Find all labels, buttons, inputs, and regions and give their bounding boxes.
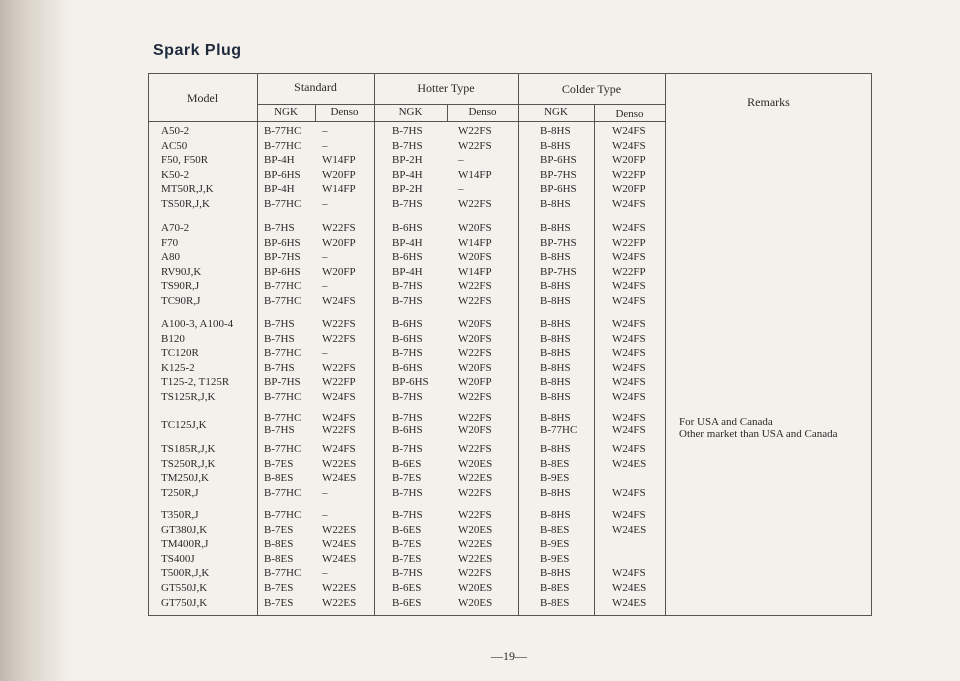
plug-cell: W24FS [612, 198, 646, 210]
plug-cell: BP-7HS [264, 251, 301, 264]
model-cell: K50-2 [161, 168, 190, 181]
model-cell: TM250J,K [161, 472, 209, 485]
plug-cell: W20ES [458, 596, 493, 609]
plug-cell: B-7ES [264, 523, 294, 536]
plug-cell: BP-4H [264, 154, 295, 167]
model-cell: TS50R,J,K [161, 198, 210, 210]
plug-cell: W24FS [612, 332, 646, 345]
plug-cell: BP-6HS [392, 376, 429, 389]
plug-cell: B-7HS [392, 125, 423, 137]
model-cell: A70-2 [161, 222, 190, 234]
plug-cell: W24FS [322, 295, 356, 307]
plug-cell: W20FS [458, 251, 492, 264]
plug-cell: B-8HS [540, 251, 571, 264]
model-cell: T500R,J,K [161, 567, 210, 580]
plug-cell: B-8HS [540, 361, 571, 374]
header-remarks: Remarks [747, 95, 790, 109]
plug-cell: – [322, 125, 328, 137]
plug-cell: W22FS [322, 332, 356, 345]
subheader-standard-ngk: NGK [274, 106, 298, 118]
model-cell: TS250R,J,K [161, 457, 216, 470]
plug-cell: – [322, 280, 328, 293]
plug-cell: B-7HS [392, 567, 423, 580]
plug-cell: W22FS [458, 125, 492, 137]
plug-cell: B-8ES [540, 523, 570, 536]
header-standard: Standard [294, 80, 337, 94]
model-cell: TC125J,K [161, 419, 207, 431]
plug-cell: B-77HC [264, 280, 302, 293]
model-cell: MT50R,J,K [161, 183, 214, 196]
remarks-text: For USA and Canada Other market than USA and Canada [679, 416, 838, 440]
plug-cell: W24FS [612, 486, 646, 499]
plug-cell: B-77HC [264, 295, 302, 307]
model-cell: TC90R,J [161, 295, 201, 307]
plug-cell: B-7HS [392, 198, 423, 210]
subheader-colder-ngk: NGK [544, 106, 568, 118]
plug-cell: B-8HS [540, 332, 571, 345]
plug-cell: – [322, 486, 328, 499]
plug-cell: W24FS [322, 391, 356, 403]
plug-cell: W22FS [322, 318, 356, 330]
plug-cell: W20FS [458, 222, 492, 234]
plug-cell: W20ES [458, 523, 493, 536]
plug-cell: W14FP [458, 168, 492, 181]
plug-cell: B-8ES [540, 582, 570, 594]
plug-cell: W24FS [612, 139, 646, 152]
plug-cell: BP-7HS [540, 265, 577, 278]
model-cell: T250R,J [161, 486, 199, 499]
plug-cell: B-6ES [392, 596, 422, 609]
plug-cell: W22ES [322, 457, 357, 470]
plug-cell: W24FS [612, 295, 646, 307]
plug-cell: W14FP [322, 154, 356, 167]
plug-cell: B-8ES [264, 538, 294, 551]
model-cell: B120 [161, 332, 185, 345]
plug-cell: W24FS [612, 347, 646, 360]
plug-cell: W20FP [322, 168, 356, 181]
plug-cell: B-7HS [392, 509, 423, 521]
plug-cell: B-7HS [264, 361, 295, 374]
model-cell: GT750J,K [161, 596, 208, 609]
model-cell: TS185R,J,K [161, 443, 216, 455]
plug-cell: W24FS [612, 509, 646, 521]
plug-cell: B-8HS [540, 567, 571, 580]
plug-cell: BP-6HS [540, 154, 577, 167]
model-cell: K125-2 [161, 361, 195, 374]
header-colder: Colder Type [561, 82, 622, 96]
plug-cell: B-7HS [392, 391, 423, 403]
plug-cell: B-8ES [264, 472, 294, 485]
book-gutter-shadow [0, 0, 70, 681]
plug-cell: B-77HC [264, 486, 302, 499]
plug-cell: B-7ES [264, 582, 294, 594]
plug-cell: B-77HC [264, 198, 302, 210]
plug-cell: B-6HS [392, 361, 423, 374]
plug-cell: B-8HS [540, 222, 571, 234]
plug-cell: W22ES [458, 538, 493, 551]
plug-cell: B-8HS [540, 443, 571, 455]
plug-cell: W24ES [322, 538, 357, 551]
plug-cell: W22FP [612, 168, 646, 181]
subheader-colder-denso: Denso [615, 108, 644, 120]
plug-cell: B-8HS [540, 486, 571, 499]
plug-cell: – [322, 198, 328, 210]
header-model: Model [186, 91, 219, 105]
plug-cell: W22FS [458, 486, 492, 499]
model-cell: TS400J [161, 552, 195, 565]
plug-cell: W24FS [612, 443, 646, 455]
plug-cell: BP-2H [392, 183, 423, 196]
model-cell: RV90J,K [161, 265, 202, 278]
plug-cell: B-6ES [392, 457, 422, 470]
plug-cell: W22FP [322, 376, 356, 389]
model-cell: T350R,J [161, 509, 199, 521]
plug-cell: B-9ES [540, 472, 570, 485]
plug-cell: W24ES [612, 457, 647, 470]
plug-cell: W22FS [458, 567, 492, 580]
plug-cell: W24ES [322, 472, 357, 485]
plug-cell: B-9ES [540, 552, 570, 565]
plug-cell: B-7ES [392, 472, 422, 485]
subheader-hotter-denso: Denso [468, 106, 497, 118]
page-number: —19— [491, 649, 527, 663]
plug-cell: B-6HS [392, 318, 423, 330]
model-cell: F70 [161, 236, 179, 249]
model-cell: TM400R,J [161, 538, 209, 551]
plug-cell: W24ES [612, 596, 647, 609]
plug-cell: BP-7HS [264, 376, 301, 389]
plug-cell: B-8HS [540, 509, 571, 521]
plug-cell: W24FS [612, 376, 646, 389]
plug-cell: W22FS [458, 443, 492, 455]
plug-cell: W20FS [458, 361, 492, 374]
plug-cell: B-7HS [264, 332, 295, 345]
plug-cell: BP-6HS [264, 236, 301, 249]
plug-cell: W22FS [458, 295, 492, 307]
plug-cell: B-7ES [264, 457, 294, 470]
plug-cell: W20FS [458, 332, 492, 345]
plug-cell: W14FP [322, 183, 356, 196]
plug-cell: – [322, 567, 328, 580]
plug-cell: W20ES [458, 457, 493, 470]
plug-cell: W24FS [612, 222, 646, 234]
plug-cell: W20FP [458, 376, 492, 389]
plug-cell: – [322, 251, 328, 264]
plug-cell: W22FP [612, 265, 646, 278]
plug-cell: W22FS [458, 509, 492, 521]
plug-cell: W22ES [458, 552, 493, 565]
plug-cell: B-7HS [392, 139, 423, 152]
plug-cell: W24FS [612, 125, 646, 137]
page-title: Spark Plug [153, 42, 242, 59]
plug-cell: B-7HS [392, 280, 423, 293]
plug-cell: W22FS [458, 347, 492, 360]
plug-cell: B-8ES [540, 596, 570, 609]
plug-cell: BP-4H [264, 183, 295, 196]
plug-cell: W24FS [612, 318, 646, 330]
plug-cell: W24FS [322, 443, 356, 455]
plug-cell: W20ES [458, 582, 493, 594]
plug-cell: B-77HC [264, 391, 302, 403]
model-cell: GT380J,K [161, 523, 208, 536]
plug-cell: BP-4H [392, 236, 423, 249]
plug-cell: B-7HS [392, 295, 423, 307]
plug-cell: B-77HC [264, 347, 302, 360]
plug-cell: BP-4H [392, 168, 423, 181]
plug-cell: B-8HS [540, 125, 571, 137]
header-sub-rule [257, 104, 665, 105]
subheader-hotter-ngk: NGK [398, 106, 423, 118]
plug-cell: B-8HS [540, 198, 571, 210]
plug-cell: W24ES [612, 582, 647, 594]
plug-cell: BP-2H [392, 154, 423, 167]
plug-cell: W22FS W20FS [458, 412, 492, 436]
model-cell: A80 [161, 251, 180, 264]
plug-cell: W20FP [612, 183, 646, 196]
plug-cell: W22ES [458, 472, 493, 485]
plug-cell: BP-6HS [540, 183, 577, 196]
plug-cell: W24FS [612, 361, 646, 374]
plug-cell: – [458, 183, 464, 196]
plug-cell: B-7ES [264, 596, 294, 609]
plug-cell: W24FS [612, 280, 646, 293]
plug-cell: W22ES [322, 582, 357, 594]
model-cell: TC120R [161, 347, 199, 360]
plug-cell: B-8ES [540, 457, 570, 470]
plug-cell: W24FS W24FS [612, 412, 646, 436]
plug-cell: B-9ES [540, 538, 570, 551]
plug-cell: B-77HC [264, 139, 302, 152]
plug-cell: W20FP [322, 236, 356, 249]
plug-cell: B-8HS [540, 391, 571, 403]
plug-cell: W20FP [612, 154, 646, 167]
plug-cell: W24FS W22FS [322, 412, 356, 436]
model-cell: T125-2, T125R [161, 376, 230, 389]
plug-cell: W20FP [322, 265, 356, 278]
plug-cell: W22FS [458, 280, 492, 293]
plug-cell: B-7HS [264, 222, 295, 234]
plug-cell: B-6ES [392, 582, 422, 594]
plug-cell: B-7HS [392, 347, 423, 360]
header-hotter: Hotter Type [417, 81, 475, 95]
plug-cell: BP-4H [392, 265, 423, 278]
model-cell: A100-3, A100-4 [161, 318, 234, 330]
plug-cell: W14FP [458, 265, 492, 278]
plug-cell: B-8HS [540, 347, 571, 360]
plug-cell: B-8HS [540, 376, 571, 389]
plug-cell: BP-6HS [264, 265, 301, 278]
model-cell: A50-2 [161, 125, 190, 137]
plug-cell: B-6HS [392, 332, 423, 345]
plug-cell: W24FS [612, 567, 646, 580]
plug-cell: B-8ES [264, 552, 294, 565]
model-cell: TS125R,J,K [161, 391, 216, 403]
col-rule-standard [374, 73, 375, 616]
subheader-standard-denso: Denso [330, 106, 359, 118]
plug-cell: W22FS [458, 391, 492, 403]
plug-cell: B-6ES [392, 523, 422, 536]
plug-cell: B-8HS [540, 280, 571, 293]
model-cell: F50, F50R [161, 154, 209, 167]
plug-cell: BP-7HS [540, 236, 577, 249]
plug-cell: BP-7HS [540, 168, 577, 181]
plug-cell: B-77HC [264, 567, 302, 580]
plug-cell: W22ES [322, 523, 357, 536]
plug-cell: B-77HC B-7HS [264, 412, 302, 436]
plug-cell: B-77HC [264, 125, 302, 137]
plug-cell: – [458, 154, 464, 167]
plug-cell: B-77HC [264, 443, 302, 455]
plug-cell: W22FS [322, 361, 356, 374]
plug-cell: W20FS [458, 318, 492, 330]
model-cell: TS90R,J [161, 280, 200, 293]
plug-cell: B-7ES [392, 538, 422, 551]
plug-cell: W22FS [322, 222, 356, 234]
plug-cell: B-8HS B-77HC [540, 412, 578, 436]
plug-cell: – [322, 347, 328, 360]
plug-cell: W22ES [322, 596, 357, 609]
plug-cell: W22FS [458, 198, 492, 210]
plug-cell: W24FS [612, 391, 646, 403]
col-rule-colder [665, 73, 666, 616]
plug-cell: B-8HS [540, 295, 571, 307]
plug-cell: W24ES [322, 552, 357, 565]
plug-cell: W24ES [612, 523, 647, 536]
col-rule-model [257, 73, 258, 616]
remarks-note [679, 416, 838, 440]
plug-cell: – [322, 509, 328, 521]
model-cell: AC50 [161, 139, 188, 152]
plug-cell: – [322, 139, 328, 152]
plug-cell: B-7HS [264, 318, 295, 330]
header-bottom-rule [148, 121, 665, 122]
model-cell: GT550J,K [161, 582, 208, 594]
plug-cell: B-7HS [392, 486, 423, 499]
plug-cell: B-7ES [392, 552, 422, 565]
plug-cell: BP-6HS [264, 168, 301, 181]
plug-cell: W14FP [458, 236, 492, 249]
plug-cell: B-8HS [540, 318, 571, 330]
plug-cell: B-7HS [392, 443, 423, 455]
plug-cell: B-8HS [540, 139, 571, 152]
plug-cell: B-6HS [392, 251, 423, 264]
plug-cell: B-6HS [392, 222, 423, 234]
plug-cell: B-77HC [264, 509, 302, 521]
plug-cell: B-7HS B-6HS [392, 412, 423, 436]
col-rule-hotter [518, 73, 519, 616]
plug-cell: W22FP [612, 236, 646, 249]
plug-cell: W22FS [458, 139, 492, 152]
plug-cell: W24FS [612, 251, 646, 264]
col-rule-colder-ngk [594, 104, 595, 616]
